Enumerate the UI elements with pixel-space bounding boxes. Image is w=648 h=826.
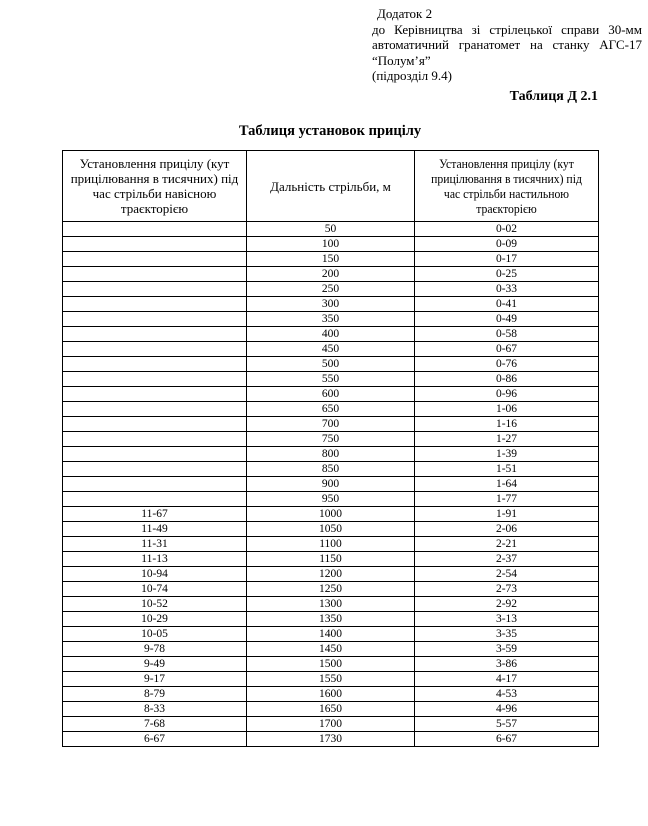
- cell-range: 600: [247, 387, 415, 402]
- cell-range: 1000: [247, 507, 415, 522]
- cell-elevation-flat: 5-57: [415, 717, 599, 732]
- cell-elevation-high: [63, 357, 247, 372]
- table-row: [63, 282, 599, 297]
- cell-range: 100: [247, 237, 415, 252]
- cell-elevation-high: [63, 372, 247, 387]
- cell-elevation-flat: 0-49: [415, 312, 599, 327]
- cell-elevation-flat: 1-16: [415, 417, 599, 432]
- cell-range: 1350: [247, 612, 415, 627]
- table-row: [63, 522, 599, 537]
- cell-elevation-flat: 0-33: [415, 282, 599, 297]
- table-row: [63, 657, 599, 672]
- table-row: [63, 297, 599, 312]
- table-row: [63, 702, 599, 717]
- cell-range: 750: [247, 432, 415, 447]
- cell-elevation-high: 6-67: [63, 732, 247, 747]
- cell-elevation-high: [63, 312, 247, 327]
- table-row: [63, 432, 599, 447]
- table-row: [63, 612, 599, 627]
- cell-elevation-high: [63, 222, 247, 237]
- table-row: [63, 717, 599, 732]
- table-row: [63, 687, 599, 702]
- cell-range: 50: [247, 222, 415, 237]
- cell-elevation-high: 11-13: [63, 552, 247, 567]
- cell-range: 950: [247, 492, 415, 507]
- cell-range: 1730: [247, 732, 415, 747]
- table-row: [63, 222, 599, 237]
- cell-elevation-flat: 1-91: [415, 507, 599, 522]
- cell-elevation-high: 10-05: [63, 627, 247, 642]
- cell-range: 1500: [247, 657, 415, 672]
- cell-elevation-high: 10-52: [63, 597, 247, 612]
- cell-elevation-flat: 0-02: [415, 222, 599, 237]
- cell-range: 1400: [247, 627, 415, 642]
- cell-elevation-flat: 2-92: [415, 597, 599, 612]
- table-row: [63, 417, 599, 432]
- cell-elevation-flat: 1-06: [415, 402, 599, 417]
- table-row: [63, 597, 599, 612]
- cell-elevation-high: 11-31: [63, 537, 247, 552]
- cell-range: 1200: [247, 567, 415, 582]
- cell-elevation-flat: 0-17: [415, 252, 599, 267]
- cell-range: 350: [247, 312, 415, 327]
- cell-elevation-flat: 0-58: [415, 327, 599, 342]
- cell-elevation-flat: 3-35: [415, 627, 599, 642]
- cell-elevation-high: [63, 327, 247, 342]
- cell-elevation-flat: 3-59: [415, 642, 599, 657]
- cell-range: 500: [247, 357, 415, 372]
- table-row: [63, 237, 599, 252]
- cell-range: 650: [247, 402, 415, 417]
- cell-range: 250: [247, 282, 415, 297]
- cell-elevation-flat: 0-67: [415, 342, 599, 357]
- cell-range: 550: [247, 372, 415, 387]
- cell-range: 200: [247, 267, 415, 282]
- cell-elevation-high: 9-49: [63, 657, 247, 672]
- header-elevation-flat-trajectory: Установлення прицілу (кут прицілювання в тисячних) під час стрільби настильною траєкторією: [415, 151, 599, 222]
- cell-range: 700: [247, 417, 415, 432]
- cell-elevation-high: [63, 252, 247, 267]
- cell-elevation-flat: 4-96: [415, 702, 599, 717]
- table-row: [63, 267, 599, 282]
- cell-range: 1700: [247, 717, 415, 732]
- table-row: [63, 327, 599, 342]
- cell-elevation-high: 8-33: [63, 702, 247, 717]
- cell-range: 1450: [247, 642, 415, 657]
- cell-range: 400: [247, 327, 415, 342]
- cell-elevation-high: 10-74: [63, 582, 247, 597]
- table-row: [63, 402, 599, 417]
- cell-elevation-high: [63, 462, 247, 477]
- cell-elevation-flat: 0-76: [415, 357, 599, 372]
- cell-elevation-flat: 0-41: [415, 297, 599, 312]
- cell-elevation-flat: 3-13: [415, 612, 599, 627]
- cell-elevation-flat: 1-27: [415, 432, 599, 447]
- table-row: [63, 342, 599, 357]
- cell-elevation-flat: 1-51: [415, 462, 599, 477]
- cell-elevation-flat: 4-17: [415, 672, 599, 687]
- table-row: [63, 447, 599, 462]
- cell-range: 1550: [247, 672, 415, 687]
- table-row: [63, 582, 599, 597]
- table-row: [63, 642, 599, 657]
- table-row: [63, 252, 599, 267]
- cell-range: 900: [247, 477, 415, 492]
- cell-elevation-high: 7-68: [63, 717, 247, 732]
- cell-range: 800: [247, 447, 415, 462]
- cell-elevation-flat: 6-67: [415, 732, 599, 747]
- cell-range: 300: [247, 297, 415, 312]
- header-firing-range: Дальність стрільби, м: [247, 151, 415, 222]
- appendix-source: до Керівництва зі стрілецької справи 30-мм автоматичний гранатомет на станку АГС-17 “Полум’я”: [372, 21, 642, 68]
- cell-elevation-high: 11-49: [63, 522, 247, 537]
- cell-elevation-flat: 2-21: [415, 537, 599, 552]
- cell-elevation-flat: 4-53: [415, 687, 599, 702]
- cell-range: 150: [247, 252, 415, 267]
- table-row: [63, 552, 599, 567]
- table-row: [63, 492, 599, 507]
- cell-range: 1100: [247, 537, 415, 552]
- table-row: [63, 507, 599, 522]
- cell-elevation-flat: 1-64: [415, 477, 599, 492]
- table-row: [63, 672, 599, 687]
- table-row: [63, 537, 599, 552]
- table-row: [63, 627, 599, 642]
- table-title: Таблиця установок прицілу: [238, 123, 422, 139]
- cell-elevation-high: 9-17: [63, 672, 247, 687]
- table-row: [63, 312, 599, 327]
- cell-elevation-high: [63, 342, 247, 357]
- table-row: [63, 567, 599, 582]
- cell-elevation-high: [63, 267, 247, 282]
- cell-elevation-high: [63, 237, 247, 252]
- cell-elevation-flat: 0-25: [415, 267, 599, 282]
- cell-elevation-high: 9-78: [63, 642, 247, 657]
- table-row: [63, 462, 599, 477]
- header-elevation-high-trajectory: Установлення прицілу (кут прицілювання в тисячних) під час стрільби навісною траєкторією: [63, 151, 247, 222]
- appendix-number: Додаток 2: [377, 6, 433, 21]
- table-row: [63, 732, 599, 747]
- cell-range: 1600: [247, 687, 415, 702]
- cell-elevation-flat: 0-96: [415, 387, 599, 402]
- cell-elevation-high: [63, 282, 247, 297]
- cell-elevation-high: 8-79: [63, 687, 247, 702]
- cell-range: 1050: [247, 522, 415, 537]
- table-row: [63, 357, 599, 372]
- table-header-row: [63, 151, 599, 222]
- appendix-subsection: (підрозділ 9.4): [372, 68, 452, 83]
- appendix-reference-block: [372, 6, 642, 84]
- cell-elevation-high: [63, 492, 247, 507]
- cell-range: 1250: [247, 582, 415, 597]
- cell-elevation-high: [63, 402, 247, 417]
- cell-elevation-flat: 0-86: [415, 372, 599, 387]
- table-row: [63, 387, 599, 402]
- table-body: [63, 222, 599, 747]
- cell-elevation-high: 11-67: [63, 507, 247, 522]
- cell-range: 450: [247, 342, 415, 357]
- cell-range: 1300: [247, 597, 415, 612]
- cell-elevation-flat: 2-06: [415, 522, 599, 537]
- cell-range: 850: [247, 462, 415, 477]
- cell-elevation-high: [63, 297, 247, 312]
- cell-elevation-high: [63, 432, 247, 447]
- cell-elevation-flat: 1-77: [415, 492, 599, 507]
- cell-elevation-high: [63, 447, 247, 462]
- cell-elevation-high: 10-94: [63, 567, 247, 582]
- cell-elevation-flat: 0-09: [415, 237, 599, 252]
- cell-range: 1650: [247, 702, 415, 717]
- table-number: Таблиця Д 2.1: [509, 89, 598, 104]
- sight-settings-table: [62, 150, 599, 747]
- cell-elevation-flat: 2-54: [415, 567, 599, 582]
- table-row: [63, 372, 599, 387]
- cell-elevation-flat: 2-37: [415, 552, 599, 567]
- table-row: [63, 477, 599, 492]
- cell-elevation-high: 10-29: [63, 612, 247, 627]
- cell-elevation-flat: 1-39: [415, 447, 599, 462]
- cell-elevation-flat: 3-86: [415, 657, 599, 672]
- cell-range: 1150: [247, 552, 415, 567]
- cell-elevation-high: [63, 417, 247, 432]
- cell-elevation-high: [63, 477, 247, 492]
- cell-elevation-flat: 2-73: [415, 582, 599, 597]
- cell-elevation-high: [63, 387, 247, 402]
